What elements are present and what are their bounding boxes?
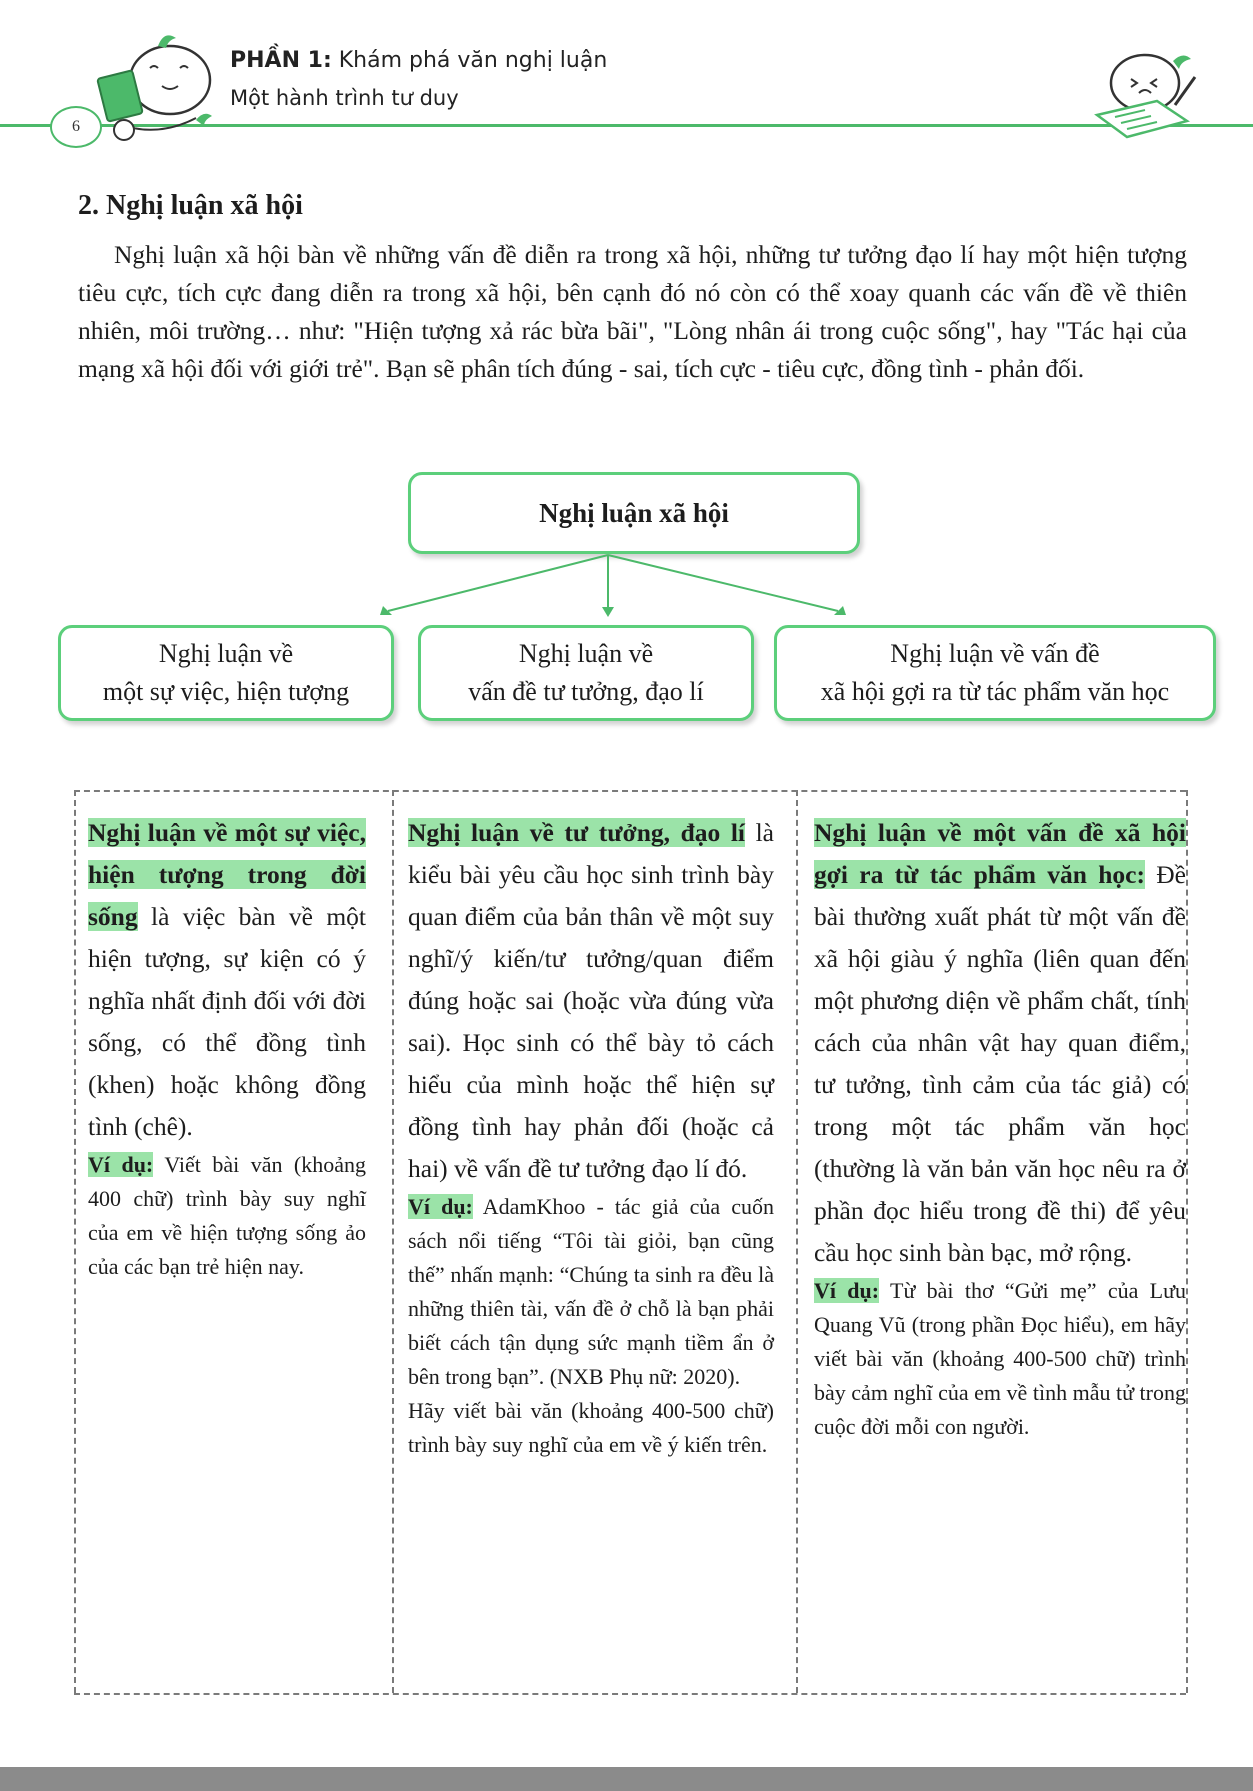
column-tu-tuong-dao-li	[408, 812, 774, 1462]
column-body: Đề bài thường xuất phát từ một vấn đề xã hội giàu ý nghĩa (liên quan đến một phương diện về phẩm chất, tính cách của nhân vật hay quan điểm, tư tưởng, tình cảm của tác giả) có trong một tác phẩm văn học (thường là văn bản văn học nêu ra ở phần đọc hiểu trong đề thi) để yêu cầu học sinh bàn bạc, mở rộng.	[814, 860, 1187, 1267]
part-subtitle: Một hành trình tư duy	[230, 86, 459, 110]
column-example-task: Hãy viết bài văn (khoảng 400-500 chữ) trình bày suy nghĩ của em về ý kiến trên.	[408, 1398, 774, 1457]
dashed-divider	[74, 790, 76, 1693]
column-highlight-term: Nghị luận về một sự việc, hiện tượng trong đời sống	[88, 818, 366, 931]
intro-paragraph: Nghị luận xã hội bàn về những vấn đề diễn ra trong xã hội, những tư tưởng đạo lí hay một hiện tượng tiêu cực, tích cực đang diễn ra trong xã hội, bên cạnh đó nó còn có thể xoay quanh các vấn đề về thiên nhiên, môi trường… như: "Hiện tượng xả rác bừa bãi", "Lòng nhân ái trong cuộc sống", hay "Tác hại của mạng xã hội đối với giới trẻ". Bạn sẽ phân tích đúng - sai, tích cực - tiêu cực, đồng tình - phản đối.	[78, 240, 1187, 383]
node-line: Nghị luận về	[158, 639, 294, 668]
dashed-divider	[1186, 790, 1188, 1693]
node-line: xã hội gợi ra từ tác phẩm văn học	[820, 677, 1170, 706]
column-definition	[408, 812, 774, 1190]
node-line: một sự việc, hiện tượng	[102, 677, 350, 706]
section-heading: 2. Nghị luận xã hội	[78, 190, 303, 221]
diagram-root-node: Nghị luận xã hội	[408, 472, 860, 554]
part-label: PHẦN 1:	[230, 48, 332, 73]
example-text: AdamKhoo - tác giả của cuốn sách nổi tiếng “Tôi tài giỏi, bạn cũng thế” nhấn mạnh: “Chúng ta sinh ra đều là những thiên tài, vấn đề ở chỗ là bạn phải biết cách tận dụng sức mạnh tiềm ẩn ở bên trong bạn”. (NXB Phụ nữ: 2020).	[408, 1194, 775, 1389]
column-highlight-term: Nghị luận về một vấn đề xã hội gợi ra từ tác phẩm văn học:	[814, 818, 1186, 889]
diagram-node-tu-tuong-dao-li	[418, 625, 754, 721]
example-label: Ví dụ:	[408, 1194, 473, 1219]
diagram-connectors	[0, 545, 1253, 635]
column-tac-pham-van-hoc	[814, 812, 1186, 1444]
page-bottom-bar	[0, 1767, 1253, 1791]
diagram-node-tac-pham-van-hoc	[774, 625, 1216, 721]
column-example	[88, 1148, 366, 1284]
node-line: vấn đề tư tưởng, đạo lí	[468, 677, 704, 706]
column-example	[814, 1274, 1186, 1444]
example-text: Từ bài thơ “Gửi mẹ” của Lưu Quang Vũ (trong phần Đọc hiểu), em hãy viết bài văn (khoảng 400-500 chữ) trình bày cảm nghĩ của em về tình mẫu tử trong cuộc đời mỗi con người.	[814, 1278, 1187, 1439]
example-text: Viết bài văn (khoảng 400 chữ) trình bày suy nghĩ của em về hiện tượng sống ảo của các bạn trẻ hiện nay.	[88, 1152, 367, 1279]
diagram-node-su-viec-hien-tuong	[58, 625, 394, 721]
column-definition	[88, 812, 366, 1148]
part-title-text: Khám phá văn nghị luận	[338, 48, 608, 73]
page-number-badge: 6	[50, 106, 102, 148]
example-label: Ví dụ:	[814, 1278, 880, 1303]
dashed-divider	[796, 790, 798, 1693]
part-title	[230, 48, 607, 73]
mascot-reading-illustration	[88, 28, 228, 143]
example-label: Ví dụ:	[88, 1152, 154, 1177]
node-line: Nghị luận về vấn đề	[890, 639, 1100, 668]
column-body: là kiểu bài yêu cầu học sinh trình bày quan điểm của bản thân về một suy nghĩ/ý kiến/tư tưởng/quan điểm đúng hoặc sai (hoặc vừa đúng vừa sai). Học sinh có thể bày tỏ cách hiểu của mình hoặc thể hiện sự đồng tình hay phản đối (hoặc cả hai) về vấn đề tư tưởng đạo lí đó.	[408, 818, 774, 1183]
dashed-divider	[392, 790, 394, 1693]
column-body: là việc bàn về một hiện tượng, sự kiện có ý nghĩa nhất định đối với đời sống, có thể đồng tình (khen) hoặc không đồng tình (chê).	[88, 902, 366, 1141]
column-definition	[814, 812, 1186, 1274]
column-su-viec-hien-tuong	[88, 812, 366, 1284]
mascot-writing-illustration	[1075, 45, 1215, 145]
column-example	[408, 1190, 774, 1394]
node-line: Nghị luận về	[518, 639, 654, 668]
column-highlight-term: Nghị luận về tư tưởng, đạo lí	[408, 818, 746, 847]
